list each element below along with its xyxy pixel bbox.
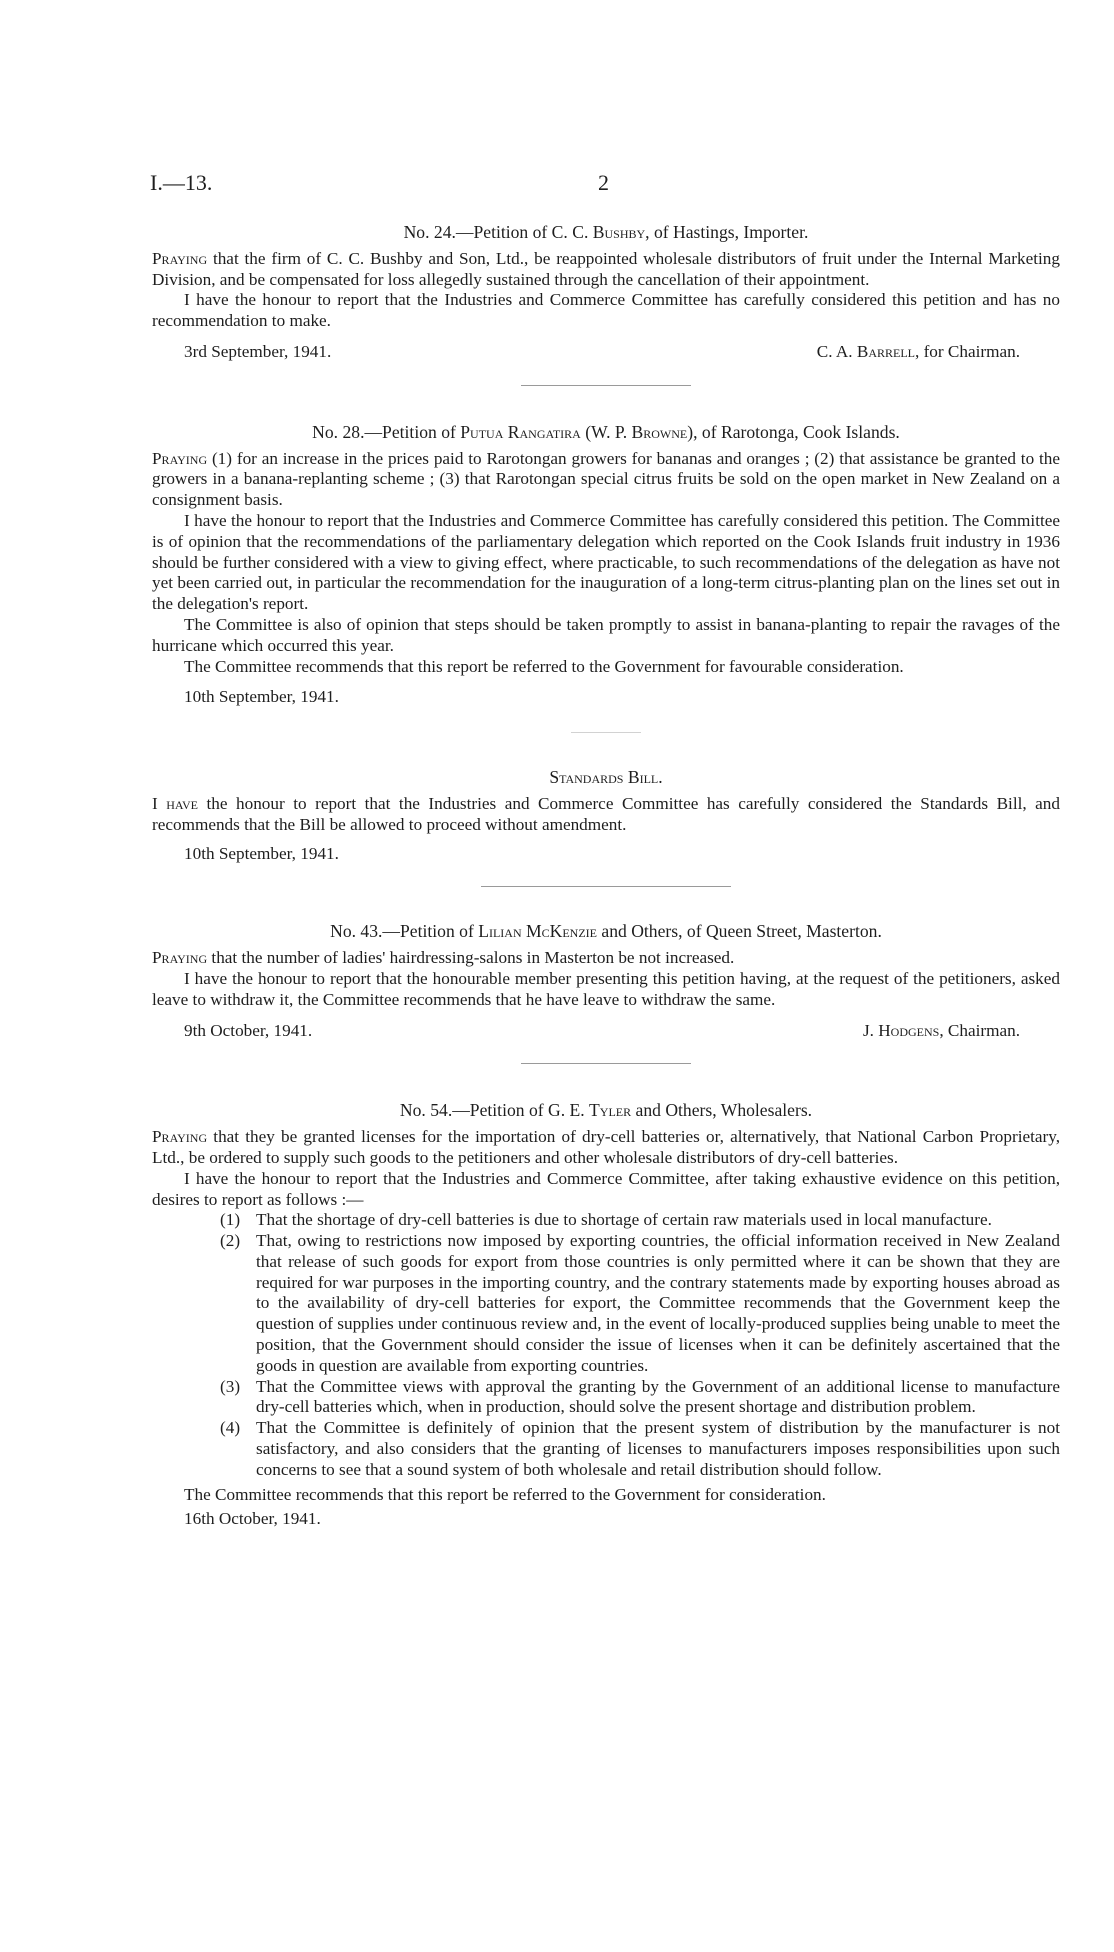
report-date: 10th September, 1941. [184, 687, 339, 707]
section-heading: Standards Bill. [549, 767, 663, 788]
petition-43 [152, 921, 1060, 1064]
report-paragraph: I have the honour to report that the Industries and Commerce Committee, after taking exhaustive evidence on this petition, desires to report as follows :— [152, 1168, 1060, 1209]
report-paragraph: I have the honour to report that the Industries and Commerce Committee has carefully considered the Standards Bill, and recommends that the Bill be allowed to proceed without amendment. [152, 793, 1060, 834]
report-paragraph: The Committee is also of opinion that steps should be taken promptly to assist in banana-planting to repair the ravages of the hurricane which occurred this year. [152, 614, 1060, 655]
report-date: 3rd September, 1941. [184, 341, 332, 361]
report-paragraph: The Committee recommends that this report be referred to the Government for favourable consideration. [184, 656, 904, 676]
report-date: 10th September, 1941. [184, 843, 339, 863]
date-signature-row [152, 342, 1060, 363]
report-paragraph: I have the honour to report that the honourable member presenting this petition having, at the request of the petitioners, asked leave to withdraw it, the Committee recommends that he have leave to withdraw the same. [152, 968, 1060, 1009]
praying-paragraph: Praying that the number of ladies' hairdressing-salons in Masterton be not increased. [152, 948, 735, 968]
divider-rule [521, 1063, 691, 1064]
section-heading: No. 28.—Petition of Putua Rangatira (W. P. Browne), of Rarotonga, Cook Islands. [312, 421, 900, 442]
praying-paragraph: Praying (1) for an increase in the prices paid to Rarotongan growers for bananas and oranges ; (2) that assistance be granted to the growers in a banana-replanting scheme ; (3) that Rarotongan special citrus fruits be sold on the open market in New Zealand on a consignment basis. [152, 448, 1060, 510]
divider-rule [481, 886, 731, 887]
signature: J. Hodgens, Chairman. [862, 1020, 1020, 1040]
petition-28 [152, 422, 1060, 733]
divider-rule [571, 732, 641, 733]
standards-bill [152, 767, 1060, 887]
page-number: 2 [598, 170, 609, 195]
praying-paragraph: Praying that they be granted licenses for the importation of dry-cell batteries or, alternatively, that National Carbon Proprietary, Ltd., be ordered to supply such goods to the petitioners and other wholesale distributors of dry-cell batteries. [152, 1127, 1060, 1167]
report-date: 9th October, 1941. [184, 1020, 313, 1040]
list-item: (4) That the Committee is definitely of opinion that the present system of distribution by the manufacturer is not satisfactory, and also considers that the granting of licenses to manufacturers imposes responsibilities upon such concerns to see that a sound system of both wholesale and retail distribution should follow. [220, 1418, 1060, 1479]
recommendation-list [152, 1210, 1060, 1480]
closing-paragraph: The Committee recommends that this report be referred to the Government for consideration. [184, 1484, 826, 1504]
section-heading: No. 24.—Petition of C. C. Bushby, of Hastings, Importer. [403, 222, 809, 242]
signature: C. A. Barrell, for Chairman. [816, 341, 1020, 361]
section-heading: No. 54.—Petition of G. E. Tyler and Others, Wholesalers. [399, 1100, 813, 1121]
list-item: (1) That the shortage of dry-cell batteries is due to shortage of certain raw materials used in local manufacture. [220, 1210, 992, 1230]
report-paragraph: I have the honour to report that the Industries and Commerce Committee has carefully considered this petition. The Committee is of opinion that the recommendations of the parliamentary delegation which reported on the Cook Islands fruit industry in 1936 should be further considered with a view to giving effect, where practicable, to such recommendations of the delegation as have not yet been carried out, in particular the recommendation for the inauguration of a long-term citrus-planting plan on the lines set out in the delegation's report. [152, 510, 1060, 614]
divider-rule [521, 385, 691, 386]
report-date: 16th October, 1941. [184, 1509, 321, 1529]
petition-54 [152, 1100, 1060, 1530]
document-reference: I.—13. [150, 170, 213, 195]
section-heading: No. 43.—Petition of Lilian McKenzie and Others, of Queen Street, Masterton. [330, 921, 882, 942]
petition-24 [152, 222, 1060, 386]
report-paragraph: I have the honour to report that the Industries and Commerce Committee has carefully considered this petition and has no recommendation to make. [152, 290, 1060, 331]
list-item: (3) That the Committee views with approval the granting by the Government of an additional license to manufacture dry-cell batteries which, when in production, should solve the present shortage and distribution problem. [220, 1376, 1060, 1417]
page-content [152, 222, 1060, 1530]
praying-paragraph: Praying that the firm of C. C. Bushby and Son, Ltd., be reappointed wholesale distributors of fruit under the Internal Marketing Division, and be compensated for loss allegedly sustained through the cancellation of their appointment. [152, 248, 1060, 289]
date-signature-row [152, 1021, 1060, 1042]
list-item: (2) That, owing to restrictions now imposed by exporting countries, the official information received in New Zealand that release of such goods for export from those countries is only permitted where it can be shown that they are required for war purposes in the importing country, and the contrary statements made by exporting houses abroad as to the availability of dry-cell batteries for export, the Committee recommends that the Government keep the question of supplies under continuous review and, in the event of locally-produced supplies being unable to meet the position, that the Government should consider the issue of licenses when it can be definitely ascertained that the goods in question are available from exporting countries. [220, 1231, 1060, 1375]
